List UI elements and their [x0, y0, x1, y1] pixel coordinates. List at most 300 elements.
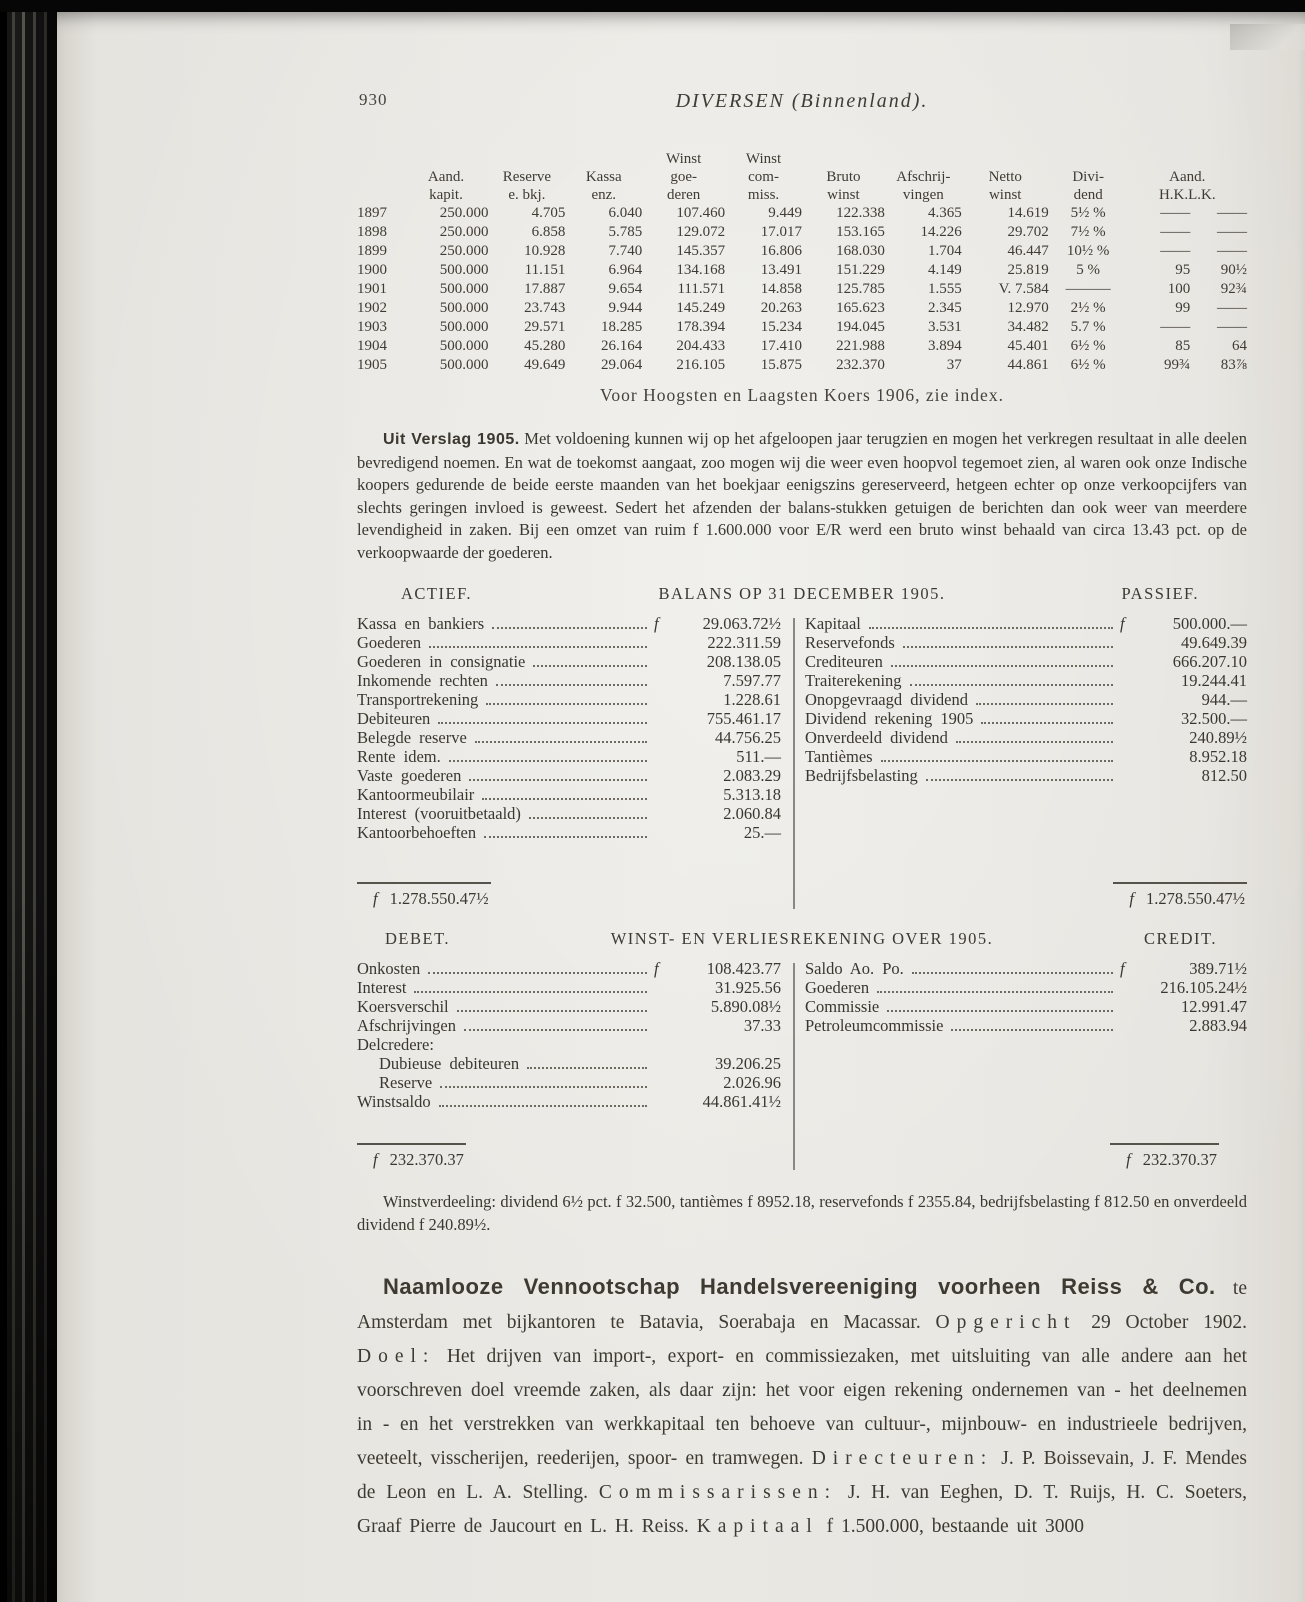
balance-row	[805, 1016, 1247, 1035]
table-cell: 178.394	[676, 319, 726, 335]
table-cell: 129.072	[676, 224, 726, 240]
item-label: Interest (vooruitbetaald)	[357, 804, 521, 823]
item-amount: 29.063.72½	[702, 614, 781, 633]
balans-columns	[357, 614, 1247, 842]
table-cell: 7.740	[608, 243, 643, 259]
table-cell: 14.619	[1007, 205, 1049, 221]
debet-column	[357, 959, 781, 1111]
company-text-segment: J. P. Boissevain, J. F. Mendes de Leon en L. A. Stelling.	[357, 1448, 1247, 1503]
item-label: Onopgevraagd dividend	[805, 690, 968, 709]
item-amount: 37.33	[743, 1016, 781, 1035]
col-header: Kassa	[585, 169, 622, 185]
table-row	[357, 337, 1247, 356]
table-cell: 20.263	[760, 300, 802, 316]
col-header: e. bkj.	[508, 187, 546, 203]
company-text-segment: 29 October 1902.	[1076, 1312, 1247, 1333]
item-amount: 2.083.29	[723, 766, 781, 785]
table-cell: 29.064	[600, 357, 643, 373]
table-cell: 111.571	[677, 281, 726, 297]
col-header	[565, 150, 642, 168]
col-header: Reserve	[502, 169, 552, 185]
item-label: Dividend rekening 1905	[805, 709, 974, 728]
col-header: dend	[1073, 187, 1103, 203]
col-header: Bruto	[826, 169, 861, 185]
balance-row	[357, 997, 781, 1016]
credit-label: CREDIT.	[1144, 929, 1217, 948]
dot-leader	[529, 817, 647, 819]
table-cell: 168.030	[836, 243, 885, 259]
dot-leader	[951, 1029, 1113, 1031]
table-cell: ——	[1217, 224, 1247, 240]
balance-row	[805, 671, 1247, 690]
item-label: Rente idem.	[357, 747, 441, 766]
history-table-body	[357, 204, 1247, 375]
table-cell: 46.447	[1007, 243, 1049, 259]
year-cell: 1898	[357, 224, 387, 240]
col-header: deren	[666, 187, 701, 203]
table-cell: ——	[1160, 205, 1191, 221]
actief-total-amount: 1.278.550.47½	[389, 889, 489, 908]
debet-total-amount: 232.370.37	[389, 1150, 464, 1169]
table-cell: 6.964	[608, 262, 643, 278]
col-header: vingen	[902, 187, 944, 203]
balans-totals	[357, 882, 1247, 909]
index-note: Voor Hoogsten en Laagsten Koers 1906, zie index.	[600, 385, 1004, 405]
page-title: DIVERSEN (Binnenland).	[675, 90, 929, 112]
table-cell: 500.000	[439, 300, 489, 316]
credit-column	[805, 959, 1247, 1111]
year-cell: 1903	[357, 319, 387, 335]
table-cell: V. 7.584	[998, 281, 1049, 297]
page-header	[357, 12, 1247, 116]
item-label: Koersverschil	[357, 997, 449, 1016]
dot-leader	[887, 1010, 1113, 1012]
col-header: Netto	[988, 169, 1022, 185]
table-cell: 9.944	[608, 300, 643, 316]
company-text-segment: Commissarissen:	[598, 1482, 838, 1503]
dot-leader	[903, 646, 1113, 648]
table-cell: 17.887	[524, 281, 566, 297]
year-cell: 1904	[357, 338, 387, 354]
balance-row	[357, 1016, 781, 1035]
balance-row	[805, 997, 1247, 1016]
item-amount: 7.597.77	[723, 671, 781, 690]
item-amount: 5.313.18	[723, 785, 781, 804]
item-label: Dubieuse debiteuren	[379, 1054, 520, 1073]
passief-total-amount: 1.278.550.47½	[1146, 889, 1245, 908]
table-cell: 37	[946, 357, 962, 373]
col-header: Divi-	[1072, 169, 1104, 185]
table-cell: ——	[1160, 319, 1191, 335]
dot-leader	[496, 684, 647, 686]
table-cell: 45.401	[1007, 338, 1049, 354]
balans-section	[357, 614, 1247, 909]
table-cell: 2.345	[928, 300, 962, 316]
item-amount: 49.649.39	[1181, 633, 1247, 652]
col-header	[962, 150, 1049, 168]
item-amount: 31.925.56	[715, 978, 781, 997]
table-cell: 25.819	[1007, 262, 1049, 278]
table-cell: 5.7 %	[1070, 319, 1106, 335]
col-header: Afschrij-	[896, 169, 951, 185]
col-header: Aand.	[1169, 169, 1206, 185]
verslag-lead: Uit Verslag 1905.	[383, 431, 520, 448]
dot-leader	[457, 1010, 647, 1012]
dot-leader	[486, 703, 647, 705]
table-row	[357, 242, 1247, 261]
actief-column	[357, 614, 781, 842]
table-cell: 44.861	[1007, 357, 1049, 373]
balance-row	[357, 978, 781, 997]
table-cell: 145.357	[676, 243, 726, 259]
item-amount: 1.228.61	[723, 690, 781, 709]
table-cell: 4.705	[531, 205, 566, 221]
col-header: com-	[748, 169, 779, 185]
winst-verlies-title: WINST- EN VERLIESREKENING OVER 1905.	[610, 929, 994, 948]
balance-row	[357, 747, 781, 766]
item-label: Kantoormeubilair	[357, 785, 475, 804]
year-cell: 1902	[357, 300, 387, 316]
table-cell: 83⅞	[1220, 357, 1247, 373]
item-label: Goederen	[805, 978, 870, 997]
item-label: Kassa en bankiers	[357, 614, 485, 633]
dot-leader	[912, 972, 1113, 974]
table-cell: ——	[1160, 224, 1191, 240]
table-cell: 14.226	[920, 224, 962, 240]
table-cell: 11.151	[524, 262, 566, 278]
col-header	[357, 186, 404, 204]
col-header	[885, 150, 962, 168]
table-row	[357, 318, 1247, 337]
balance-row	[805, 709, 1247, 728]
table-cell: 125.785	[836, 281, 885, 297]
passief-column	[805, 614, 1247, 842]
table-cell: 49.649	[524, 357, 566, 373]
item-label: Afschrijvingen	[357, 1016, 456, 1035]
item-amount: 500.000.—	[1172, 614, 1247, 633]
table-cell: 250.000	[439, 224, 489, 240]
header-row	[357, 168, 1247, 186]
table-cell: 250.000	[439, 243, 489, 259]
florin-sign: f	[373, 1150, 378, 1169]
company-text-segment: J. H. van Eeghen, D. T. Ruijs, H. C. Soeters, Graaf Pierre de Jaucourt en L. H. Reiss.	[357, 1482, 1248, 1537]
balance-row	[357, 709, 781, 728]
book-spine-edge	[0, 0, 57, 1602]
table-cell: 10.928	[524, 243, 566, 259]
item-label: Kantoorbehoeften	[357, 823, 477, 842]
item-amount: 222.311.59	[707, 633, 781, 652]
table-cell: 5½ %	[1070, 205, 1106, 221]
item-amount: 12.991.47	[1181, 997, 1247, 1016]
dot-leader	[910, 684, 1113, 686]
table-cell: ——	[1217, 319, 1247, 335]
item-amount: 2.026.96	[723, 1073, 781, 1092]
table-cell: 232.370	[836, 357, 885, 373]
table-cell: 145.249	[676, 300, 726, 316]
table-cell: 5 %	[1076, 262, 1101, 278]
item-amount: 5.890.08½	[710, 997, 781, 1016]
winst-verlies-columns	[357, 959, 1247, 1111]
balance-row	[357, 823, 781, 842]
actief-total	[357, 882, 491, 909]
item-label: Delcredere:	[357, 1035, 434, 1054]
item-label: Tantièmes	[805, 747, 873, 766]
table-cell: 85	[1175, 338, 1191, 354]
table-cell: 165.623	[836, 300, 885, 316]
table-cell: 7½ %	[1070, 224, 1106, 240]
table-cell: ——	[1217, 243, 1247, 259]
table-cell: 2½ %	[1070, 300, 1106, 316]
table-cell: 16.806	[760, 243, 802, 259]
table-cell: 250.000	[439, 205, 489, 221]
balance-row	[357, 1035, 781, 1054]
table-cell: 500.000	[439, 338, 489, 354]
item-label: Saldo Ao. Po.	[805, 959, 904, 978]
item-label: Onkosten	[357, 959, 421, 978]
florin-sign: f	[654, 614, 659, 633]
table-cell: 1.555	[928, 281, 962, 297]
company-text-segment: Naamlooze Vennootschap Handelsvereeniging voorheen Reiss & Co.	[383, 1274, 1216, 1299]
col-header: Aand.	[427, 169, 465, 185]
item-amount: 8.952.18	[1189, 747, 1247, 766]
table-cell: 3.894	[928, 338, 962, 354]
dot-leader	[976, 703, 1113, 705]
item-label: Kapitaal	[805, 614, 861, 633]
table-cell: 92¾	[1220, 281, 1247, 297]
col-header: winst	[988, 187, 1022, 203]
balance-row	[357, 690, 781, 709]
table-row	[357, 356, 1247, 375]
balance-row	[805, 747, 1247, 766]
item-label: Debiteuren	[357, 709, 431, 728]
debet-total	[357, 1143, 466, 1170]
balance-row	[805, 652, 1247, 671]
dot-leader	[429, 646, 647, 648]
dot-leader	[482, 798, 647, 800]
company-text-segment: f 1.500.000, bestaande uit 3000	[818, 1516, 1084, 1537]
balance-row	[805, 766, 1247, 785]
col-header: goe-	[670, 169, 697, 185]
col-header: kapit.	[429, 187, 463, 203]
dot-leader	[527, 1067, 647, 1069]
item-amount: 666.207.10	[1172, 652, 1247, 671]
col-header	[404, 150, 489, 168]
item-label: Interest	[357, 978, 407, 997]
item-amount: 2.060.84	[723, 804, 781, 823]
table-cell: 122.338	[836, 205, 885, 221]
item-label: Inkomende rechten	[357, 671, 488, 690]
table-cell: 14.858	[760, 281, 802, 297]
dot-leader	[438, 722, 647, 724]
item-amount: 32.500.—	[1181, 709, 1247, 728]
col-header: H.K.L.K.	[1158, 187, 1216, 203]
dot-leader	[475, 741, 647, 743]
table-cell: 151.229	[836, 262, 885, 278]
col-header	[802, 150, 885, 168]
item-amount: 755.461.17	[706, 709, 781, 728]
balance-row	[805, 614, 1247, 633]
table-cell: 6½ %	[1070, 338, 1106, 354]
florin-sign: f	[1126, 1150, 1131, 1169]
table-cell: 194.045	[836, 319, 885, 335]
table-cell: 13.491	[760, 262, 802, 278]
table-cell: 4.365	[928, 205, 962, 221]
table-cell: 18.285	[600, 319, 643, 335]
table-cell: 500.000	[439, 281, 489, 297]
balance-row	[357, 614, 781, 633]
balance-row	[357, 652, 781, 671]
table-row	[357, 299, 1247, 318]
florin-sign: f	[1120, 959, 1125, 978]
florin-sign: f	[654, 959, 659, 978]
item-amount: 44.861.41½	[702, 1092, 781, 1111]
item-amount: 208.138.05	[706, 652, 781, 671]
table-cell: 26.164	[600, 338, 643, 354]
table-cell: 4.149	[928, 262, 962, 278]
col-header: Winst	[666, 151, 702, 167]
item-label: Belegde reserve	[357, 728, 467, 747]
item-amount: 216.105.24½	[1160, 978, 1247, 997]
table-cell: 6.858	[531, 224, 566, 240]
table-cell: 99	[1175, 300, 1191, 316]
item-amount: 944.—	[1201, 690, 1247, 709]
item-label: Commissie	[805, 997, 880, 1016]
year-cell: 1899	[357, 243, 387, 259]
table-cell: 153.165	[836, 224, 885, 240]
page-content	[357, 12, 1247, 1544]
table-cell: 3.531	[928, 319, 962, 335]
balance-row	[357, 671, 781, 690]
florin-sign: f	[1120, 614, 1125, 633]
col-header: Winst	[745, 151, 782, 167]
item-label: Onverdeeld dividend	[805, 728, 948, 747]
dot-leader	[981, 722, 1113, 724]
company-text-segment: Het drijven van import-, export- en commissiezaken, met uitsluiting van alle andere aan het voorschreven doel vreemde zaken, als daar zijn: het voor eigen rekening ondernemen van - het deelnemen in - en het verstrekken van werkkapitaal ten behoeve van cultuur-, mijnbouw- en industrieele bedrijven, veeteelt, visscherijen, reederijen, spoor- en tramwegen.	[357, 1346, 1247, 1469]
col-header	[1128, 150, 1247, 168]
item-label: Reserve	[379, 1073, 433, 1092]
history-table-header	[357, 150, 1247, 204]
company-text-segment: te Amsterdam met bijkantoren te Batavia, Soerabaja en Macassar.	[357, 1278, 1247, 1333]
actief-label: ACTIEF.	[401, 584, 473, 603]
item-label: Goederen	[357, 633, 422, 652]
table-cell: 17.017	[760, 224, 802, 240]
history-table	[357, 150, 1247, 375]
year-cell: 1900	[357, 262, 387, 278]
table-cell: ——	[1160, 243, 1191, 259]
dot-leader	[891, 665, 1113, 667]
dot-leader	[440, 1086, 647, 1088]
table-row	[357, 223, 1247, 242]
winst-verlies-section	[357, 959, 1247, 1170]
florin-sign: f	[1129, 889, 1134, 908]
item-label: Traiterekening	[805, 671, 902, 690]
table-cell: 500.000	[439, 319, 489, 335]
page-number: 930	[359, 90, 388, 109]
item-amount: 389.71½	[1189, 959, 1247, 978]
credit-total	[1110, 1143, 1219, 1170]
balance-row	[357, 1054, 781, 1073]
year-cell: 1901	[357, 281, 387, 297]
table-cell: 15.234	[760, 319, 802, 335]
item-amount: 2.883.94	[1189, 1016, 1247, 1035]
table-cell: 9.449	[768, 205, 802, 221]
table-cell: 134.168	[676, 262, 726, 278]
winst-verlies-heading	[357, 929, 1247, 951]
item-amount: 812.50	[1201, 766, 1247, 785]
year-cell: 1905	[357, 357, 387, 373]
item-amount: 19.244.41	[1181, 671, 1247, 690]
winstverdeeling-paragraph: Winstverdeeling: dividend 6½ pct. f 32.500, tantièmes f 8952.18, reservefonds f 2355.84, bedrijfsbelasting f 812.50 en onverdeeld dividend f 240.89½.	[357, 1192, 1247, 1234]
item-label: Goederen in consignatie	[357, 652, 526, 671]
item-amount: 39.206.25	[715, 1054, 781, 1073]
table-cell: ———	[1065, 281, 1111, 297]
company-paragraph	[357, 1270, 1247, 1544]
table-cell: 1.704	[928, 243, 962, 259]
table-cell: 17.410	[760, 338, 802, 354]
dot-leader	[464, 1029, 647, 1031]
table-cell: ——	[1217, 300, 1247, 316]
col-header	[1049, 150, 1128, 168]
company-text-segment: Opgericht	[935, 1312, 1077, 1333]
verslag-body: Met voldoening kunnen wij op het afgeloopen jaar terugzien en mogen het verkregen resultaat in alle deelen bevredigend noemen. En wat de toekomst aangaat, zoo mogen wij die weer even hoopvol tegemoet zien, al waren ook onze Indische koopers gedurende de beide eerste maanden van het boekjaar eenigszins gereserveerd, hetgeen echter op onze verkoopcijfers van slechts geringen invloed is geweest. Sedert het afzenden der balans-stukken getuigen de berichten dan ook weer van meerdere levendigheid in zaken. Bij een omzet van ruim f 1.600.000 voor E/R werd een bruto winst behaald van circa 13.43 pct. op de verkoopwaarde der goederen.	[357, 429, 1247, 562]
col-header	[357, 150, 404, 168]
dot-leader	[956, 741, 1113, 743]
table-cell: 6.040	[608, 205, 643, 221]
balance-row	[805, 633, 1247, 652]
table-cell: 221.988	[836, 338, 885, 354]
table-cell: 29.571	[524, 319, 566, 335]
balance-row	[805, 978, 1247, 997]
table-cell: 15.875	[760, 357, 802, 373]
item-label: Bedrijfsbelasting	[805, 766, 918, 785]
balance-row	[357, 766, 781, 785]
dot-leader	[428, 972, 647, 974]
table-cell: 34.482	[1007, 319, 1049, 335]
table-cell: 64	[1232, 338, 1247, 354]
item-label: Reservefonds	[805, 633, 895, 652]
book-page	[57, 12, 1305, 1602]
table-cell: 100	[1167, 281, 1191, 297]
table-cell: 29.702	[1007, 224, 1049, 240]
table-cell: 216.105	[676, 357, 726, 373]
table-row	[357, 261, 1247, 280]
dot-leader	[469, 779, 647, 781]
dot-leader	[439, 1105, 647, 1107]
item-label: Petroleumcommissie	[805, 1016, 944, 1035]
table-cell: 5.785	[608, 224, 643, 240]
table-row	[357, 204, 1247, 223]
item-amount: 511.—	[736, 747, 781, 766]
table-cell: 500.000	[439, 357, 489, 373]
dot-leader	[877, 991, 1113, 993]
passief-total	[1113, 882, 1247, 909]
item-label: Winstsaldo	[357, 1092, 431, 1111]
table-cell: ——	[1217, 205, 1247, 221]
table-cell: 204.433	[676, 338, 726, 354]
debet-label: DEBET.	[385, 929, 451, 948]
dot-leader	[484, 836, 647, 838]
table-row	[357, 280, 1247, 299]
dot-leader	[926, 779, 1113, 781]
balance-row	[357, 1073, 781, 1092]
col-header: winst	[827, 187, 860, 203]
balans-title: BALANS OP 31 DECEMBER 1905.	[658, 584, 946, 603]
header-row	[357, 186, 1247, 204]
item-label: Vaste goederen	[357, 766, 462, 785]
balance-row	[357, 785, 781, 804]
table-cell: 10½ %	[1066, 243, 1110, 259]
table-cell: 95	[1175, 262, 1191, 278]
